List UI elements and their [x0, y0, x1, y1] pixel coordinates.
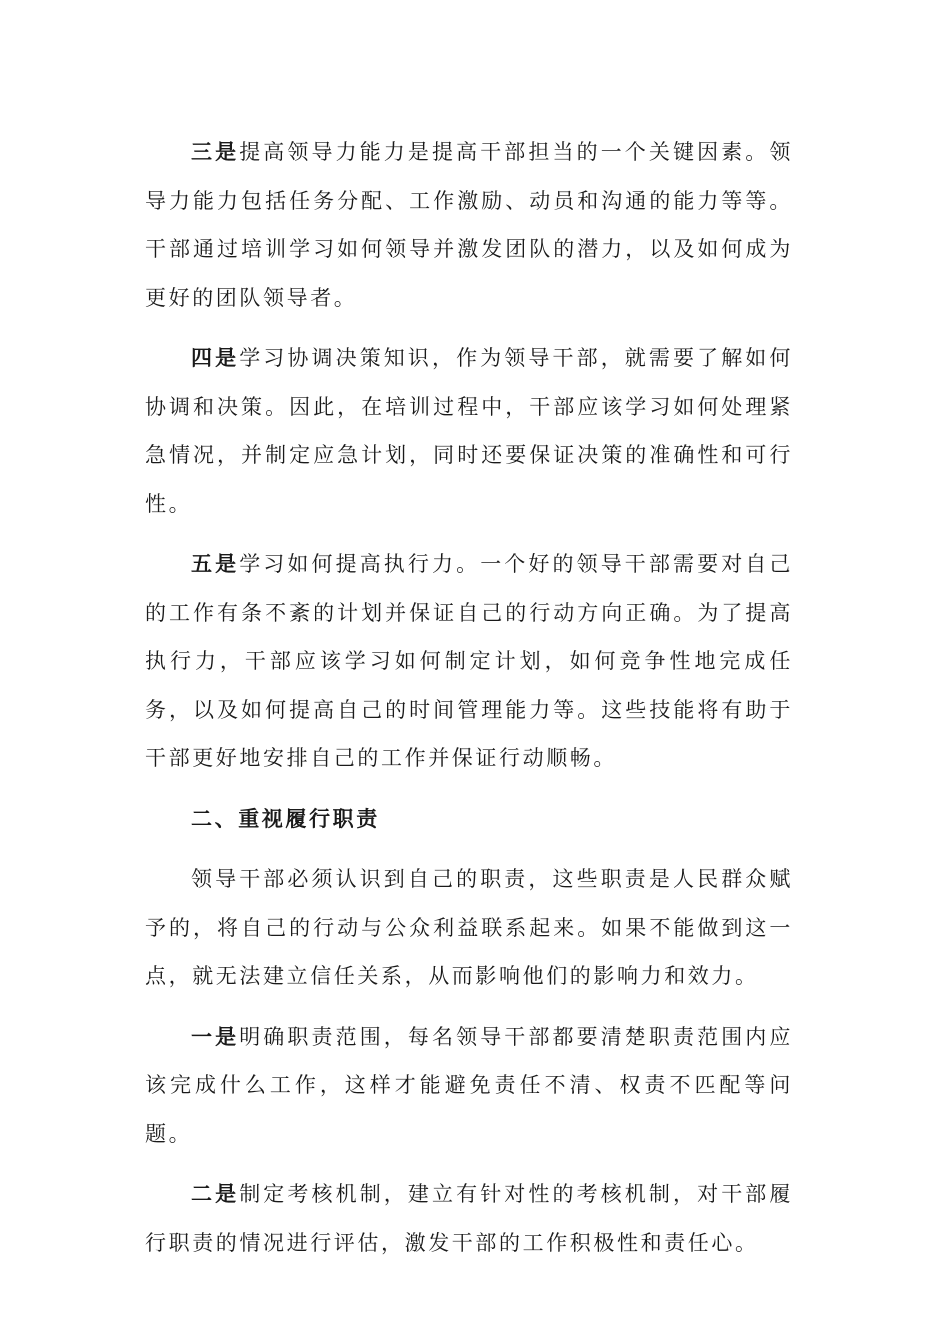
paragraph-text: 学习如何提高执行力。一个好的领导干部需要对自己的工作有条不紊的计划并保证自己的行动方向正确。为了提高执行力，干部应该学习如何制定计划，如何竞争性地完成任务，以及如何提高自己的时间管理能力等。这些技能将有助于干部更好地安排自己的工作并保证行动顺畅。: [145, 552, 793, 770]
paragraph-text: 学习协调决策知识，作为领导干部，就需要了解如何协调和决策。因此，在培训过程中，干部应该学习如何处理紧急情况，并制定应急计划，同时还要保证决策的准确性和可行性。: [145, 346, 793, 516]
paragraph-point-four: [145, 334, 793, 528]
paragraph-duty-two: [145, 1170, 793, 1267]
paragraph-lead: 一是: [191, 1023, 240, 1049]
paragraph-text: 明确职责范围，每名领导干部都要清楚职责范围内应该完成什么工作，这样才能避免责任不清、权责不匹配等问题。: [145, 1024, 793, 1146]
paragraph-text: 提高领导力能力是提高干部担当的一个关键因素。领导力能力包括任务分配、工作激励、动员和沟通的能力等等。干部通过培训学习如何领导并激发团队的潜力，以及如何成为更好的团队领导者。: [145, 140, 793, 310]
section-intro: 领导干部必须认识到自己的职责，这些职责是人民群众赋予的，将自己的行动与公众利益联系起来。如果不能做到这一点，就无法建立信任关系，从而影响他们的影响力和效力。: [145, 867, 793, 988]
paragraph-lead: 四是: [191, 345, 240, 370]
document-body: [145, 128, 793, 1279]
paragraph-text: 制定考核机制，建立有针对性的考核机制，对干部履行职责的情况进行评估，激发干部的工作积极性和责任心。: [145, 1182, 793, 1255]
paragraph-lead: 二是: [191, 1181, 240, 1206]
paragraph-duty-one: [145, 1013, 793, 1159]
paragraph-point-three: [145, 128, 793, 322]
paragraph-point-five: [145, 540, 793, 783]
paragraph-lead: 三是: [191, 139, 240, 164]
paragraph-lead: 五是: [191, 551, 240, 576]
section-heading: 二、重视履行职责: [191, 805, 380, 831]
